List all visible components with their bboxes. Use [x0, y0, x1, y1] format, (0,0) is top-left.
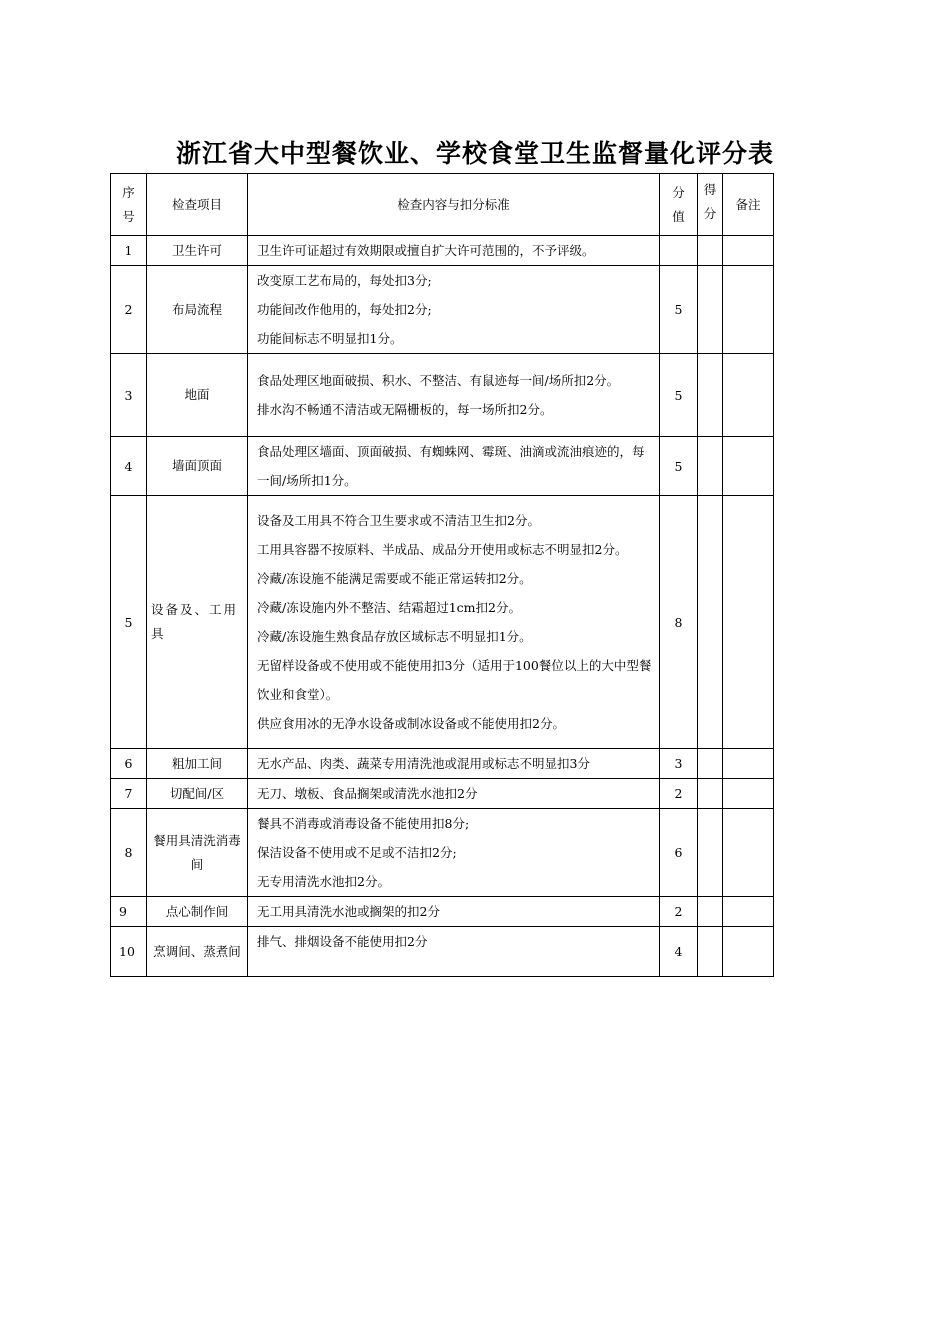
score-obtained-cell[interactable] — [698, 437, 723, 496]
table-row — [111, 236, 774, 266]
inspection-content — [248, 927, 660, 977]
row-number: 9 — [111, 897, 147, 927]
inspection-item: 切配间/区 — [147, 779, 248, 809]
inspection-content — [248, 354, 660, 437]
remark-cell[interactable] — [723, 927, 774, 977]
score-obtained-cell[interactable] — [698, 496, 723, 749]
content-line: 无水产品、肉类、蔬菜专用清洗池或混用或标志不明显扣3分 — [257, 756, 590, 771]
content-line: 供应食用冰的无净水设备或制冰设备或不能使用扣2分。 — [257, 716, 565, 731]
table-row — [111, 354, 774, 437]
row-number: 7 — [111, 779, 147, 809]
score-value: 5 — [660, 437, 698, 496]
header-got: 得 分 — [698, 174, 723, 236]
table-row — [111, 779, 774, 809]
inspection-content — [248, 779, 660, 809]
score-obtained-cell[interactable] — [698, 354, 723, 437]
content-line: 冷藏/冻设施内外不整洁、结霜超过1cm扣2分。 — [257, 600, 521, 615]
remark-cell[interactable] — [723, 809, 774, 897]
content-line: 食品处理区墙面、顶面破损、有蜘蛛网、霉斑、油滴或流油痕迹的，每一间/场所扣1分。 — [257, 444, 645, 488]
row-number: 4 — [111, 437, 147, 496]
score-obtained-cell[interactable] — [698, 236, 723, 266]
inspection-item: 烹调间、蒸煮间 — [147, 927, 248, 977]
table-row — [111, 496, 774, 749]
row-number: 2 — [111, 266, 147, 354]
content-line: 食品处理区地面破损、积水、不整洁、有鼠迹每一间/场所扣2分。 — [257, 373, 620, 388]
table-row — [111, 266, 774, 354]
page-title: 浙江省大中型餐饮业、学校食堂卫生监督量化评分表 — [175, 139, 774, 168]
row-number: 1 — [111, 236, 147, 266]
inspection-item: 粗加工间 — [147, 749, 248, 779]
score-value — [660, 236, 698, 266]
content-line: 功能间改作他用的，每处扣2分; — [257, 302, 432, 317]
inspection-item: 地面 — [147, 354, 248, 437]
content-line: 保洁设备不使用或不足或不洁扣2分; — [257, 845, 457, 860]
score-value: 8 — [660, 496, 698, 749]
inspection-item: 布局流程 — [147, 266, 248, 354]
content-line: 设备及工用具不符合卫生要求或不清洁卫生扣2分。 — [257, 513, 540, 528]
header-score: 分 值 — [660, 174, 698, 236]
inspection-content — [248, 809, 660, 897]
remark-cell[interactable] — [723, 749, 774, 779]
row-number: 5 — [111, 496, 147, 749]
header-item: 检查项目 — [147, 174, 248, 236]
remark-cell[interactable] — [723, 354, 774, 437]
content-line: 工用具容器不按原料、半成品、成品分开使用或标志不明显扣2分。 — [257, 542, 628, 557]
score-value: 2 — [660, 897, 698, 927]
inspection-item: 墙面顶面 — [147, 437, 248, 496]
header-row — [111, 174, 774, 236]
table-row — [111, 927, 774, 977]
inspection-content — [248, 897, 660, 927]
remark-cell[interactable] — [723, 496, 774, 749]
inspection-item: 点心制作间 — [147, 897, 248, 927]
inspection-item: 餐用具清洗消毒间 — [147, 809, 248, 897]
row-number: 3 — [111, 354, 147, 437]
content-line: 冷藏/冻设施生熟食品存放区域标志不明显扣1分。 — [257, 629, 532, 644]
content-line: 无刀、墩板、食品搁架或清洗水池扣2分 — [257, 786, 478, 801]
remark-cell[interactable] — [723, 437, 774, 496]
table-row — [111, 437, 774, 496]
score-value: 5 — [660, 266, 698, 354]
score-obtained-cell[interactable] — [698, 749, 723, 779]
inspection-content — [248, 437, 660, 496]
score-table — [110, 173, 774, 977]
table-row — [111, 749, 774, 779]
score-obtained-cell[interactable] — [698, 266, 723, 354]
row-number: 8 — [111, 809, 147, 897]
table-row — [111, 897, 774, 927]
score-value: 3 — [660, 749, 698, 779]
content-line: 功能间标志不明显扣1分。 — [257, 331, 403, 346]
inspection-content — [248, 749, 660, 779]
score-value: 5 — [660, 354, 698, 437]
inspection-item: 卫生许可 — [147, 236, 248, 266]
inspection-content — [248, 266, 660, 354]
header-remark: 备注 — [723, 174, 774, 236]
score-obtained-cell[interactable] — [698, 897, 723, 927]
table-row — [111, 809, 774, 897]
score-value: 2 — [660, 779, 698, 809]
header-no: 序 号 — [111, 174, 147, 236]
inspection-item: 设备及、工用具 — [147, 496, 248, 749]
content-line: 无专用清洗水池扣2分。 — [257, 874, 390, 889]
remark-cell[interactable] — [723, 266, 774, 354]
inspection-content — [248, 236, 660, 266]
content-line: 冷藏/冻设施不能满足需要或不能正常运转扣2分。 — [257, 571, 532, 586]
content-line: 排水沟不畅通不清洁或无隔栅板的，每一场所扣2分。 — [257, 402, 553, 417]
content-line: 无工用具清洗水池或搁架的扣2分 — [257, 904, 440, 919]
content-line: 卫生许可证超过有效期限或擅自扩大许可范围的，不予评级。 — [257, 243, 595, 258]
content-line: 餐具不消毒或消毒设备不能使用扣8分; — [257, 816, 470, 831]
row-number: 10 — [111, 927, 147, 977]
remark-cell[interactable] — [723, 236, 774, 266]
content-line: 改变原工艺布局的，每处扣3分; — [257, 273, 432, 288]
row-number: 6 — [111, 749, 147, 779]
content-line: 排气、排烟设备不能使用扣2分 — [257, 934, 428, 949]
score-obtained-cell[interactable] — [698, 779, 723, 809]
score-value: 4 — [660, 927, 698, 977]
header-content: 检查内容与扣分标准 — [248, 174, 660, 236]
score-obtained-cell[interactable] — [698, 927, 723, 977]
content-line: 无留样设备或不使用或不能使用扣3分（适用于100餐位以上的大中型餐饮业和食堂）。 — [257, 658, 652, 702]
inspection-content — [248, 496, 660, 749]
remark-cell[interactable] — [723, 897, 774, 927]
score-value: 6 — [660, 809, 698, 897]
score-obtained-cell[interactable] — [698, 809, 723, 897]
remark-cell[interactable] — [723, 779, 774, 809]
